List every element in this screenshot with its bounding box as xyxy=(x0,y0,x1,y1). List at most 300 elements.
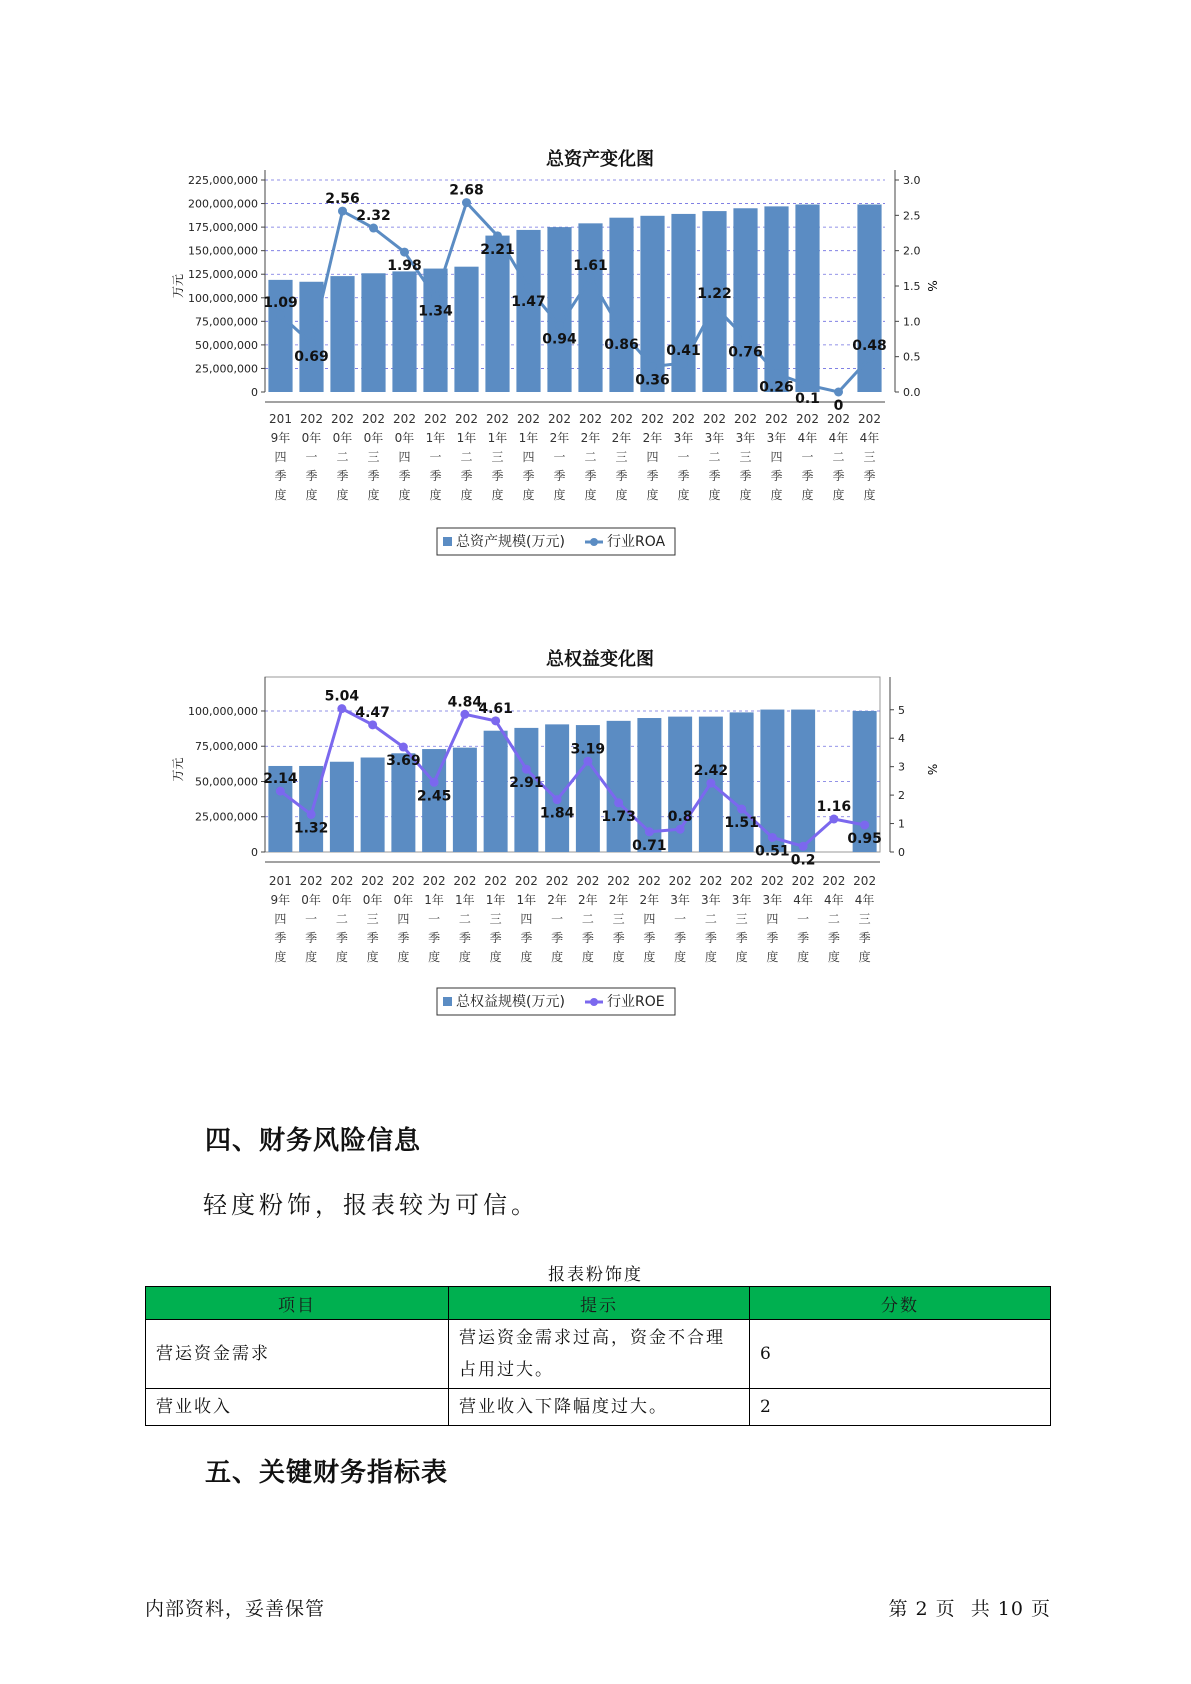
data-label: 0.26 xyxy=(759,379,794,396)
line-point xyxy=(276,310,285,319)
column-header: 分数 xyxy=(750,1287,1051,1320)
line-point xyxy=(493,231,502,240)
x-tick-label: 三 xyxy=(489,912,502,926)
y-tick-label: 200,000,000 xyxy=(188,197,258,211)
x-tick-label: 度 xyxy=(677,488,690,502)
line-point xyxy=(772,369,781,378)
data-label: 1.61 xyxy=(573,258,608,275)
x-tick-label: 季 xyxy=(735,931,748,945)
table-cell-score: 2 xyxy=(750,1389,1051,1426)
x-tick-label: 度 xyxy=(397,950,410,964)
x-tick-label: 季 xyxy=(429,469,442,483)
x-tick-label: 1年 xyxy=(485,893,506,907)
x-tick-label: 0年 xyxy=(394,431,415,445)
x-tick-label: 202 xyxy=(703,412,726,426)
data-label: 1.98 xyxy=(387,258,422,275)
x-tick-label: 度 xyxy=(553,488,566,502)
line-point xyxy=(865,354,874,363)
data-label: 0.48 xyxy=(852,338,887,355)
page-total: 共 10 页 xyxy=(970,1598,1051,1620)
line-point xyxy=(460,710,469,719)
x-tick-label: 三 xyxy=(858,912,871,926)
x-tick-label: 度 xyxy=(735,950,748,964)
bar xyxy=(453,748,477,852)
x-tick-label: 季 xyxy=(520,931,533,945)
column-header: 提示 xyxy=(449,1287,750,1320)
table-cell-hint: 营运资金需求过高，资金不合理占用过大。 xyxy=(449,1320,750,1389)
x-tick-label: 季 xyxy=(797,931,810,945)
y2-tick-label: 4 xyxy=(898,732,905,746)
y-tick-label: 25,000,000 xyxy=(195,362,258,376)
x-tick-label: 2年 xyxy=(547,893,567,907)
x-tick-label: 三 xyxy=(367,450,380,464)
legend-bar-label: 总权益规模(万元) xyxy=(456,994,565,1010)
x-tick-label: 202 xyxy=(548,412,571,426)
x-tick-label: 三 xyxy=(615,450,628,464)
y2-tick-label: 1.5 xyxy=(903,280,921,293)
x-tick-label: 度 xyxy=(428,950,441,964)
data-label: 2.14 xyxy=(263,771,298,788)
data-label: 2.56 xyxy=(325,191,360,208)
x-tick-label: 2年 xyxy=(578,893,598,907)
x-tick-label: 季 xyxy=(336,469,349,483)
x-tick-label: 季 xyxy=(677,469,690,483)
x-tick-label: 4年 xyxy=(797,431,818,445)
bar xyxy=(607,721,631,852)
total-assets-chart xyxy=(170,145,1030,605)
data-label: 1.73 xyxy=(601,808,636,825)
y2-tick-label: 3 xyxy=(898,760,905,774)
x-tick-label: 四 xyxy=(274,450,287,464)
x-tick-label: 202 xyxy=(853,874,877,888)
x-tick-label: 202 xyxy=(300,412,323,426)
line-point xyxy=(583,757,592,766)
x-tick-label: 季 xyxy=(704,931,717,945)
x-tick-label: 202 xyxy=(579,412,602,426)
y-tick-label: 50,000,000 xyxy=(195,775,258,789)
x-tick-label: 9年 xyxy=(270,431,291,445)
y2-tick-label: 3.0 xyxy=(903,174,921,187)
x-tick-label: 度 xyxy=(708,488,721,502)
table-header-row xyxy=(146,1287,1051,1320)
data-label: 1.51 xyxy=(724,815,759,832)
x-tick-label: 度 xyxy=(458,950,471,964)
line-point xyxy=(431,293,440,302)
x-tick-label: 季 xyxy=(274,469,287,483)
x-tick-label: 3年 xyxy=(766,431,787,445)
data-label: 1.47 xyxy=(511,294,546,311)
footer-confidential-note: 内部资料，妥善保管 xyxy=(145,1598,326,1620)
x-tick-label: 1年 xyxy=(518,431,539,445)
chart-title: 总权益变化图 xyxy=(546,649,654,670)
x-tick-label: 一 xyxy=(428,912,441,926)
data-label: 2.68 xyxy=(449,182,484,199)
data-label: 0 xyxy=(833,398,844,414)
x-tick-label: 季 xyxy=(305,931,318,945)
x-tick-label: 一 xyxy=(674,912,687,926)
data-label: 0.76 xyxy=(728,344,763,361)
x-tick-label: 202 xyxy=(422,874,446,888)
y-axis-label: 万元 xyxy=(171,757,185,782)
x-tick-label: 202 xyxy=(641,412,664,426)
x-tick-label: 202 xyxy=(607,874,631,888)
y-tick-label: 125,000,000 xyxy=(188,268,258,282)
bar xyxy=(578,223,602,392)
x-tick-label: 四 xyxy=(522,450,535,464)
y2-axis-label: % xyxy=(925,280,939,292)
x-tick-label: 四 xyxy=(397,912,410,926)
x-tick-label: 二 xyxy=(827,912,840,926)
x-tick-label: 度 xyxy=(827,950,840,964)
y2-tick-label: 2 xyxy=(898,789,905,803)
line-point xyxy=(617,327,626,336)
x-tick-label: 二 xyxy=(460,450,473,464)
data-label: 2.91 xyxy=(509,775,544,792)
x-tick-label: 202 xyxy=(796,412,819,426)
x-tick-label: 0年 xyxy=(301,431,322,445)
bar xyxy=(454,267,478,392)
x-tick-label: 202 xyxy=(765,412,788,426)
data-label: 5.04 xyxy=(324,688,360,705)
data-label: 2.21 xyxy=(480,241,515,258)
bar xyxy=(733,208,757,392)
x-tick-label: 1年 xyxy=(516,893,537,907)
x-tick-label: 202 xyxy=(760,874,784,888)
legend-bar-swatch xyxy=(443,537,452,546)
line-point xyxy=(614,798,623,807)
x-tick-label: 度 xyxy=(832,488,845,502)
legend-bar-swatch xyxy=(443,997,452,1006)
bar xyxy=(361,273,385,392)
chart-canvas xyxy=(170,645,1030,1085)
bar xyxy=(516,230,540,392)
data-label: 1.09 xyxy=(263,294,298,311)
line-point xyxy=(462,198,471,207)
y-axis-label: 万元 xyxy=(171,273,185,299)
line-point xyxy=(803,380,812,389)
x-tick-label: 一 xyxy=(797,912,810,926)
x-tick-label: 二 xyxy=(335,912,348,926)
data-label: 3.69 xyxy=(386,753,421,770)
x-tick-label: 二 xyxy=(584,450,597,464)
x-tick-label: 一 xyxy=(305,450,318,464)
x-tick-label: 202 xyxy=(734,412,757,426)
x-tick-label: 201 xyxy=(268,874,292,888)
data-label: 1.34 xyxy=(418,303,453,320)
x-tick-label: 4年 xyxy=(793,893,813,907)
x-tick-label: 202 xyxy=(730,874,754,888)
data-label: 1.22 xyxy=(697,285,732,302)
x-tick-label: 四 xyxy=(770,450,783,464)
data-label: 0.51 xyxy=(755,843,790,860)
y-tick-label: 100,000,000 xyxy=(188,704,258,718)
x-tick-label: 度 xyxy=(551,950,564,964)
x-tick-label: 度 xyxy=(615,488,628,502)
bar xyxy=(857,204,881,392)
x-tick-label: 季 xyxy=(398,469,411,483)
table-caption: 报表粉饰度 xyxy=(548,1265,643,1285)
legend-line-label: 行业ROE xyxy=(607,994,665,1010)
line-point xyxy=(522,765,531,774)
bar xyxy=(730,712,754,852)
x-tick-label: 0年 xyxy=(332,893,352,907)
x-tick-label: 202 xyxy=(858,412,881,426)
x-tick-label: 202 xyxy=(827,412,850,426)
legend-bar-label: 总资产规模(万元) xyxy=(456,534,565,550)
x-tick-label: 4年 xyxy=(854,893,875,907)
x-tick-label: 季 xyxy=(708,469,721,483)
x-tick-label: 季 xyxy=(801,469,814,483)
x-tick-label: 三 xyxy=(366,912,379,926)
x-tick-label: 3年 xyxy=(704,431,725,445)
x-tick-label: 202 xyxy=(455,412,478,426)
bar xyxy=(485,236,509,392)
x-tick-label: 一 xyxy=(801,450,814,464)
x-tick-label: 三 xyxy=(612,912,625,926)
x-tick-label: 度 xyxy=(801,488,814,502)
x-tick-label: 202 xyxy=(672,412,695,426)
x-tick-label: 季 xyxy=(770,469,783,483)
data-label: 0.41 xyxy=(666,343,701,360)
x-tick-label: 度 xyxy=(704,950,717,964)
data-label: 0.71 xyxy=(632,837,667,854)
line-point xyxy=(491,716,500,725)
y-tick-label: 150,000,000 xyxy=(188,244,258,258)
x-tick-label: 202 xyxy=(822,874,846,888)
x-tick-label: 度 xyxy=(612,950,625,964)
y2-tick-label: 0.5 xyxy=(903,350,921,364)
x-tick-label: 一 xyxy=(551,912,564,926)
x-tick-label: 201 xyxy=(269,412,292,426)
x-tick-label: 四 xyxy=(274,912,287,926)
x-tick-label: 二 xyxy=(458,912,471,926)
x-tick-label: 季 xyxy=(863,469,876,483)
data-label: 4.84 xyxy=(447,694,483,711)
x-tick-label: 202 xyxy=(486,412,509,426)
x-tick-label: 0年 xyxy=(362,893,383,907)
y-tick-label: 25,000,000 xyxy=(195,810,258,824)
x-tick-label: 季 xyxy=(553,469,566,483)
data-label: 0.94 xyxy=(542,331,577,348)
x-tick-label: 季 xyxy=(646,469,659,483)
x-tick-label: 季 xyxy=(305,469,318,483)
data-label: 0.69 xyxy=(294,349,329,366)
line-point xyxy=(586,274,595,283)
x-tick-label: 四 xyxy=(766,912,779,926)
x-tick-label: 1年 xyxy=(455,893,475,907)
x-tick-label: 季 xyxy=(612,931,625,945)
x-tick-label: 度 xyxy=(646,488,659,502)
x-tick-label: 202 xyxy=(610,412,633,426)
data-label: 4.47 xyxy=(355,704,390,721)
x-tick-label: 202 xyxy=(362,412,385,426)
line-point xyxy=(679,359,688,368)
y2-tick-label: 0.0 xyxy=(903,386,921,399)
chart-canvas xyxy=(170,145,1030,605)
x-tick-label: 度 xyxy=(336,488,349,502)
line-point xyxy=(399,743,408,752)
x-tick-label: 度 xyxy=(797,950,810,964)
x-tick-label: 202 xyxy=(393,412,416,426)
x-tick-label: 季 xyxy=(489,931,502,945)
x-tick-label: 202 xyxy=(514,874,538,888)
x-tick-label: 1年 xyxy=(424,893,444,907)
line-point xyxy=(368,720,377,729)
x-tick-label: 3年 xyxy=(670,893,690,907)
legend-line-label: 行业ROA xyxy=(607,534,666,550)
x-tick-label: 度 xyxy=(335,950,348,964)
x-tick-label: 度 xyxy=(584,488,597,502)
data-label: 2.42 xyxy=(693,763,729,780)
y-tick-label: 75,000,000 xyxy=(195,315,258,329)
x-tick-label: 季 xyxy=(522,469,535,483)
x-tick-label: 3年 xyxy=(731,893,752,907)
x-tick-label: 度 xyxy=(398,488,411,502)
data-label: 0.95 xyxy=(847,830,882,847)
x-tick-label: 3年 xyxy=(735,431,756,445)
line-point xyxy=(799,842,808,851)
x-tick-label: 度 xyxy=(674,950,687,964)
y2-tick-label: 2.5 xyxy=(903,209,921,223)
line-point xyxy=(834,388,843,397)
line-point xyxy=(645,827,654,836)
x-tick-label: 季 xyxy=(367,469,380,483)
x-tick-label: 202 xyxy=(517,412,540,426)
x-tick-label: 季 xyxy=(551,931,564,945)
x-tick-label: 一 xyxy=(553,450,566,464)
x-tick-label: 季 xyxy=(615,469,628,483)
bar xyxy=(330,276,354,392)
x-tick-label: 度 xyxy=(643,950,656,964)
x-tick-label: 0年 xyxy=(393,893,414,907)
x-tick-label: 202 xyxy=(484,874,508,888)
y-tick-label: 0 xyxy=(251,386,258,399)
table-row xyxy=(146,1320,1051,1389)
x-tick-label: 季 xyxy=(428,931,441,945)
x-tick-label: 度 xyxy=(766,950,779,964)
x-tick-label: 季 xyxy=(827,931,840,945)
x-tick-label: 二 xyxy=(708,450,721,464)
x-tick-label: 二 xyxy=(832,450,845,464)
x-tick-label: 二 xyxy=(336,450,349,464)
x-tick-label: 季 xyxy=(335,931,348,945)
line-point xyxy=(676,825,685,834)
x-tick-label: 三 xyxy=(491,450,504,464)
legend-line-marker xyxy=(590,998,598,1006)
table-cell-item: 营运资金需求 xyxy=(146,1320,449,1389)
data-label: 2.45 xyxy=(416,788,452,805)
x-tick-label: 三 xyxy=(735,912,748,926)
bar xyxy=(795,204,819,392)
x-tick-label: 2年 xyxy=(639,893,660,907)
y-tick-label: 175,000,000 xyxy=(188,221,258,235)
x-tick-label: 4年 xyxy=(859,431,880,445)
x-tick-label: 季 xyxy=(366,931,379,945)
x-tick-label: 202 xyxy=(299,874,323,888)
x-tick-label: 度 xyxy=(739,488,752,502)
x-tick-label: 2年 xyxy=(642,431,663,445)
page-number: 第 2 页 xyxy=(888,1598,956,1620)
line-point xyxy=(648,362,657,371)
line-point xyxy=(710,301,719,310)
y-tick-label: 50,000,000 xyxy=(195,338,258,352)
x-tick-label: 度 xyxy=(770,488,783,502)
line-point xyxy=(860,820,869,829)
line-point xyxy=(337,704,346,713)
table-row xyxy=(146,1389,1051,1426)
x-tick-label: 度 xyxy=(520,950,533,964)
line-point xyxy=(276,787,285,796)
x-tick-label: 四 xyxy=(520,912,533,926)
data-label: 1.84 xyxy=(539,805,575,822)
x-tick-label: 季 xyxy=(491,469,504,483)
data-label: 3.19 xyxy=(570,741,606,758)
x-tick-label: 三 xyxy=(739,450,752,464)
data-label: 1.16 xyxy=(816,799,852,815)
x-tick-label: 季 xyxy=(643,931,656,945)
data-label: 0.86 xyxy=(604,337,639,354)
section-heading-key-indicators: 五、关键财务指标表 xyxy=(205,1458,449,1488)
x-tick-label: 季 xyxy=(584,469,597,483)
bar xyxy=(791,710,815,852)
x-tick-label: 202 xyxy=(330,874,354,888)
table-cell-hint: 营业收入下降幅度过大。 xyxy=(449,1389,750,1426)
x-tick-label: 202 xyxy=(668,874,692,888)
x-tick-label: 202 xyxy=(424,412,447,426)
y-tick-label: 100,000,000 xyxy=(188,291,258,305)
x-tick-label: 2年 xyxy=(611,431,632,445)
line-point xyxy=(768,833,777,842)
x-tick-label: 3年 xyxy=(762,893,783,907)
table-cell-score: 6 xyxy=(750,1320,1051,1389)
x-tick-label: 四 xyxy=(646,450,659,464)
table-cell-item: 营业收入 xyxy=(146,1389,449,1426)
line-point xyxy=(741,334,750,343)
x-tick-label: 2年 xyxy=(580,431,601,445)
x-tick-label: 一 xyxy=(305,912,318,926)
x-tick-label: 季 xyxy=(460,469,473,483)
line-point xyxy=(307,810,316,819)
line-point xyxy=(307,339,316,348)
x-tick-label: 202 xyxy=(391,874,415,888)
x-tick-label: 季 xyxy=(274,931,287,945)
x-tick-label: 4年 xyxy=(828,431,849,445)
x-tick-label: 度 xyxy=(858,950,871,964)
x-tick-label: 2年 xyxy=(549,431,570,445)
y2-tick-label: 5 xyxy=(898,703,905,717)
y-tick-label: 0 xyxy=(251,846,258,859)
line-point xyxy=(524,284,533,293)
bar xyxy=(392,271,416,392)
x-tick-label: 一 xyxy=(677,450,690,464)
x-tick-label: 二 xyxy=(581,912,594,926)
x-tick-label: 202 xyxy=(361,874,385,888)
line-point xyxy=(400,248,409,257)
x-tick-label: 度 xyxy=(522,488,535,502)
y2-axis-label: % xyxy=(925,763,939,776)
x-tick-label: 度 xyxy=(429,488,442,502)
x-tick-label: 202 xyxy=(791,874,815,888)
y-tick-label: 225,000,000 xyxy=(188,174,258,187)
line-point xyxy=(553,795,562,804)
footer-page-info xyxy=(881,1594,1051,1621)
line-point xyxy=(430,778,439,787)
y-tick-label: 75,000,000 xyxy=(195,740,258,754)
x-tick-label: 度 xyxy=(581,950,594,964)
y2-tick-label: 2.0 xyxy=(903,244,921,258)
x-tick-label: 度 xyxy=(367,488,380,502)
data-label: 4.61 xyxy=(478,700,513,717)
